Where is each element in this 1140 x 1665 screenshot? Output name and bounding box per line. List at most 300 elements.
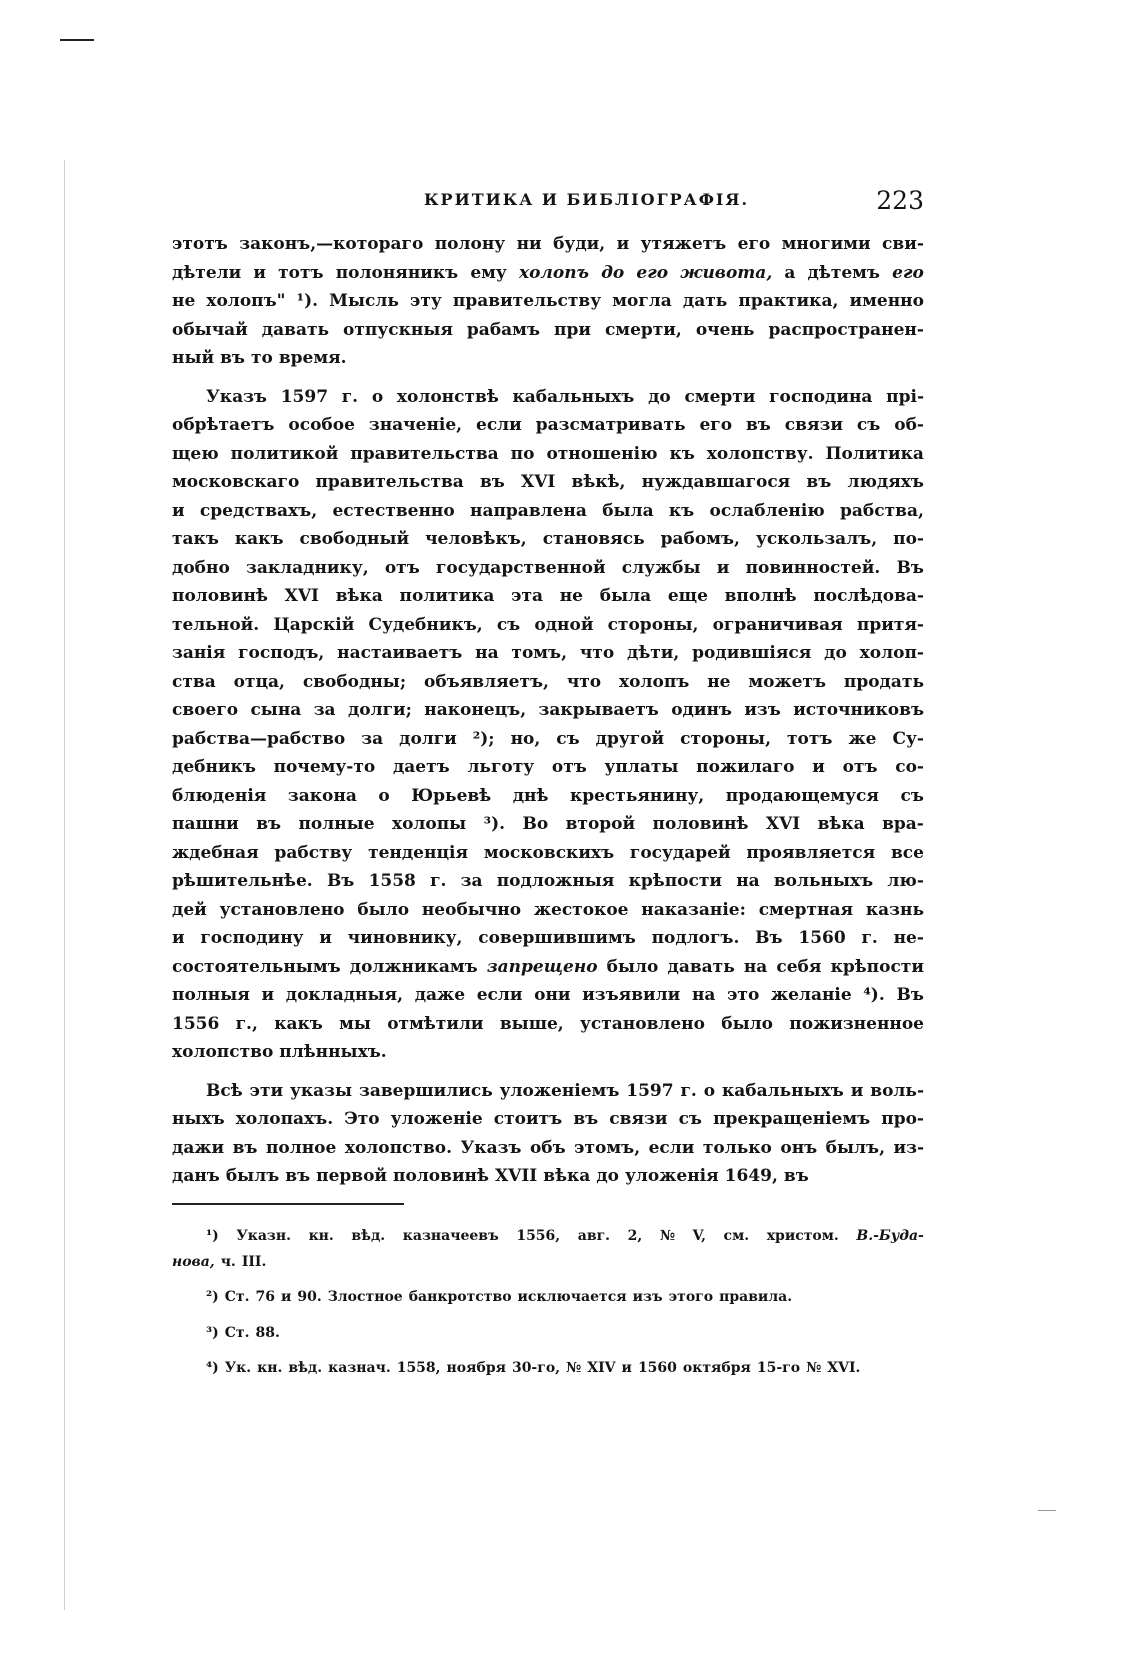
word: отца, (233, 671, 285, 692)
word: 15-го (756, 1360, 801, 1376)
word: тотъ (278, 262, 324, 283)
word: былъ, (825, 1137, 885, 1158)
word: Мысль (329, 291, 399, 311)
word: октября (682, 1360, 751, 1376)
word: было (606, 956, 659, 977)
word: разсматривать (535, 415, 686, 435)
word: выше, (499, 1013, 564, 1034)
text-line (172, 867, 924, 896)
word: и (319, 928, 332, 948)
word: на (736, 871, 760, 891)
text-line (172, 1105, 924, 1134)
word: 1560 (637, 1360, 677, 1376)
word: на (691, 985, 716, 1005)
word: даже (414, 985, 466, 1005)
word: добно (172, 557, 230, 578)
word: 1597 (280, 386, 329, 407)
word: рабства—рабство (172, 728, 346, 749)
word: этого (668, 1289, 714, 1305)
word: 1597 (626, 1080, 674, 1101)
word: 1649, (724, 1166, 778, 1186)
word: и (172, 500, 185, 521)
word: именно (849, 291, 924, 311)
word: къ (669, 443, 695, 464)
word: полону (434, 234, 506, 254)
word: какъ (274, 1013, 323, 1034)
word: а (784, 262, 796, 283)
word: ²); (472, 728, 495, 749)
word: господина (769, 386, 873, 407)
word: пожилаго (696, 757, 795, 777)
word: Ст. (224, 1289, 250, 1305)
word: не (559, 586, 583, 606)
word: то (250, 348, 273, 368)
word: съ (496, 614, 521, 635)
word: полные (298, 814, 375, 834)
word: закладнику, (246, 557, 369, 578)
word: днѣ (512, 785, 549, 806)
word: казнач. (328, 1360, 391, 1376)
word: XVI. (827, 1360, 861, 1376)
word: съ (556, 728, 580, 749)
word: состоятельнымъ (172, 956, 341, 977)
word: эти (249, 1080, 284, 1101)
word: Царскій (273, 614, 355, 635)
word: политика (399, 586, 495, 606)
word: этомъ, (574, 1137, 641, 1158)
word: наконецъ, (424, 700, 527, 720)
word: со- (895, 757, 924, 777)
word: крѣпости (628, 871, 722, 891)
word: правительству (452, 291, 602, 311)
word: о (371, 386, 384, 407)
text-line (172, 554, 924, 583)
word: правила. (719, 1289, 793, 1305)
text-line (172, 1077, 924, 1106)
word: за (313, 700, 336, 720)
word: 1560 (798, 928, 846, 948)
text-line (172, 839, 924, 868)
word: г. (680, 1080, 697, 1101)
word: ный (172, 348, 215, 368)
paragraph (172, 383, 924, 1067)
word: могла (612, 291, 672, 311)
text-line (172, 287, 924, 316)
text-line (172, 639, 924, 668)
word: не (707, 671, 731, 692)
word: запрещено (486, 956, 598, 977)
word: ч. (220, 1253, 236, 1270)
word: полное (265, 1137, 337, 1158)
word: если (476, 415, 522, 435)
word: смерти, (604, 319, 682, 340)
word: прекращеніемъ (713, 1109, 871, 1129)
word: В.-Буда- (856, 1228, 924, 1244)
word: буди, (553, 234, 606, 254)
word: Въ (326, 871, 355, 891)
word: естественно (332, 500, 455, 521)
word: блюденія (172, 785, 267, 806)
word: родившіяся (692, 643, 812, 663)
word: холонствѣ (396, 386, 499, 407)
word: о (378, 785, 390, 806)
word: V, (692, 1228, 706, 1244)
word: вѣд. (288, 1360, 323, 1376)
word: политикой (230, 443, 339, 464)
text-line (172, 725, 924, 754)
word: другой (595, 728, 665, 749)
word: одинъ (671, 700, 732, 720)
word: въ (232, 1137, 258, 1158)
word: давать (667, 956, 735, 977)
word: половинѣ (393, 1166, 489, 1186)
word: Указъ (460, 1137, 522, 1158)
word: Всѣ (206, 1080, 243, 1101)
text-line (172, 230, 924, 259)
word: 88. (255, 1324, 280, 1341)
word: III. (241, 1253, 267, 1270)
word: холопству. (706, 443, 814, 464)
word: авг. (577, 1228, 611, 1244)
word: холопъ (518, 262, 589, 283)
text-line (172, 1038, 924, 1067)
word: щею (172, 443, 219, 464)
word: Указъ (206, 386, 267, 407)
word: можетъ (748, 671, 827, 692)
word: закрываетъ (538, 700, 659, 720)
word: указы (290, 1080, 353, 1101)
word: за (460, 871, 483, 891)
word: до (648, 386, 671, 407)
word: казнь (865, 899, 924, 920)
word: рабамъ (466, 319, 540, 340)
word: 2, (627, 1228, 643, 1244)
word: человѣкъ, (425, 529, 527, 549)
word: было (357, 899, 410, 920)
word: и (261, 985, 275, 1005)
word: обычай (172, 319, 248, 340)
text-line (172, 1162, 924, 1191)
word: ³). (483, 814, 506, 834)
word: въ (220, 348, 245, 368)
word: долги (399, 728, 457, 749)
word: ⁴) (206, 1360, 219, 1376)
word: вѣка (335, 586, 383, 606)
word: господину (200, 928, 304, 948)
word: ⁴). (863, 985, 885, 1005)
word: про- (881, 1109, 924, 1129)
word: вѣка (817, 814, 865, 834)
word: его (892, 262, 924, 283)
word: ему (470, 262, 507, 283)
text-line (172, 953, 924, 982)
scan-edge-mark-right (1038, 1510, 1056, 1511)
word: Въ (896, 557, 924, 578)
word: № (806, 1360, 822, 1376)
word: г., (235, 1013, 258, 1034)
word: на (475, 643, 499, 663)
word: г. (861, 928, 878, 948)
word: христом. (766, 1228, 839, 1244)
text-line (172, 896, 924, 925)
text-line (172, 411, 924, 440)
word: рѣшительнѣе. (172, 871, 313, 891)
word: XIV (587, 1360, 616, 1376)
word: тенденція (368, 842, 469, 863)
word: ускользалъ, (755, 529, 878, 549)
text-line (172, 468, 924, 497)
word: установлено (580, 1013, 705, 1034)
word: службы (621, 557, 701, 578)
word: рабомъ, (660, 529, 740, 549)
word: и (621, 1360, 632, 1376)
word: при (554, 319, 591, 340)
word: второй (565, 814, 636, 834)
word: очень (695, 319, 755, 340)
word: господъ, (238, 643, 325, 663)
word: въ (806, 472, 832, 492)
word: XVI (284, 586, 320, 606)
word: ¹). (296, 291, 319, 311)
word: желаніе (770, 985, 852, 1005)
text-line (172, 753, 924, 782)
word: его (636, 262, 669, 283)
word: они (534, 985, 571, 1005)
word: былъ (225, 1166, 280, 1186)
word: отмѣтили (387, 1013, 484, 1034)
word: послѣдова- (813, 586, 924, 606)
word: людяхъ (847, 472, 924, 492)
word: и (850, 1080, 864, 1101)
word: Во (522, 814, 549, 834)
word: была (599, 586, 652, 606)
word: отпускныя (343, 319, 453, 340)
word: въ (256, 814, 282, 834)
footnote (172, 1224, 924, 1275)
word: ³) (206, 1324, 219, 1341)
word: какъ (234, 529, 284, 549)
word: до (824, 643, 847, 663)
word: № (566, 1360, 582, 1376)
text-line (172, 1224, 924, 1250)
paragraph (172, 1077, 924, 1191)
body-text (172, 230, 924, 1201)
word: было (721, 1013, 773, 1034)
word: живота, (680, 262, 773, 283)
word: его (737, 234, 771, 254)
word: значеніе, (368, 415, 463, 435)
word: стоитъ (493, 1109, 563, 1129)
word: свободный (299, 529, 410, 549)
text-line (172, 383, 924, 412)
word: утяжетъ (640, 234, 727, 254)
word: въ (573, 1109, 599, 1129)
word: изъ (632, 1289, 663, 1305)
word: московскаго (172, 472, 300, 492)
word: не (172, 291, 196, 311)
word: № (659, 1228, 676, 1244)
word: Ст. (224, 1324, 250, 1341)
word: средствахъ, (199, 500, 318, 521)
word: банкротство (408, 1289, 512, 1305)
word: уложеніемъ (499, 1080, 620, 1101)
word: г. (341, 386, 359, 407)
word: изъявили (582, 985, 681, 1005)
word: но, (510, 728, 541, 749)
word: была (602, 500, 654, 521)
word: дать (682, 291, 728, 311)
word: же (848, 728, 877, 749)
word: прі- (886, 386, 924, 407)
word: по- (893, 529, 924, 549)
word: къ (668, 500, 695, 521)
word: вѣд. (351, 1228, 386, 1244)
scan-edge-mark (60, 39, 94, 41)
word: и (812, 757, 825, 777)
word: государственной (435, 557, 606, 578)
word: подложныя (496, 871, 615, 891)
word: жестокое (533, 899, 629, 920)
text-line (172, 1134, 924, 1163)
word: себя (776, 956, 822, 977)
word: на (743, 956, 768, 977)
word: половинѣ (652, 814, 749, 834)
word: смерти (684, 386, 756, 407)
text-line (172, 1321, 924, 1347)
word: и (280, 1289, 292, 1305)
word: тельной. (172, 614, 260, 635)
word: если (648, 1137, 695, 1158)
text-line (172, 1010, 924, 1039)
word: 30-го, (511, 1360, 561, 1376)
word: пожизненное (789, 1013, 924, 1034)
word: направлена (470, 500, 587, 521)
word: полоняникъ (335, 262, 459, 283)
word: его (699, 415, 733, 435)
word: изъ (744, 700, 781, 720)
word: холопъ (619, 671, 690, 692)
word: Ук. (224, 1360, 252, 1376)
word: отъ (384, 557, 420, 578)
word: рабства, (840, 500, 924, 521)
word: завершились (358, 1080, 493, 1101)
word: 1558 (368, 871, 416, 891)
word: уложеніе (390, 1109, 483, 1129)
word: крестьянину, (569, 785, 705, 806)
word: вѣка (543, 1166, 591, 1186)
word: мы (339, 1013, 371, 1034)
word: до (601, 262, 625, 283)
word: лю- (887, 871, 924, 891)
footnote (172, 1321, 924, 1347)
word: настаиваетъ (337, 643, 463, 663)
footnote (172, 1285, 924, 1311)
word: тотъ (787, 728, 833, 749)
word: все (890, 842, 924, 863)
word: почему-то (273, 757, 376, 777)
word: отъ (551, 757, 587, 777)
word: 76 (255, 1289, 275, 1305)
word: продающемуся (725, 785, 879, 806)
word: см. (723, 1228, 750, 1244)
word: обрѣтаетъ (172, 415, 275, 435)
word: Это (344, 1109, 380, 1129)
word: необычно (421, 899, 522, 920)
text-line (172, 316, 924, 345)
word: и (253, 262, 266, 283)
word: долги; (347, 700, 412, 720)
word: о (703, 1080, 716, 1101)
word: правительства (315, 472, 464, 492)
word: особое (288, 415, 355, 435)
word: докладныя, (285, 985, 404, 1005)
text-line (172, 344, 924, 373)
word: совершившимъ (478, 928, 636, 948)
text-line (172, 1250, 924, 1276)
text-line (172, 611, 924, 640)
word: плѣнныхъ. (279, 1042, 387, 1062)
word: одной (534, 614, 594, 635)
word: съ (900, 785, 924, 806)
footnote (172, 1356, 924, 1382)
word: ослабленію (709, 500, 825, 521)
word: повинностей. (745, 557, 881, 578)
word: холопахъ. (235, 1109, 334, 1129)
text-line (172, 696, 924, 725)
word: съ (678, 1109, 702, 1129)
word: даетъ (392, 757, 450, 777)
word: становясь (542, 529, 645, 549)
word: половинѣ (172, 586, 268, 606)
word: давать (261, 319, 330, 340)
word: 1556, (516, 1228, 561, 1244)
word: кн. (308, 1228, 334, 1244)
text-line (172, 525, 924, 554)
word: Су- (892, 728, 924, 749)
page-number: 223 (876, 186, 924, 215)
word: Въ (896, 985, 924, 1005)
word: рабству (274, 842, 353, 863)
word: проявляется (746, 842, 876, 863)
word: вольныхъ (773, 871, 874, 891)
word: притя- (856, 614, 924, 635)
word: связи (609, 1109, 668, 1129)
word: стороны, (607, 614, 699, 635)
word: кабальныхъ (512, 386, 635, 407)
word: многими (781, 234, 871, 254)
word: правительства (350, 443, 499, 464)
word: въ (480, 472, 505, 492)
word: дѣти, (626, 643, 680, 663)
word: Въ (755, 928, 783, 948)
word: объ (529, 1137, 566, 1158)
word: этотъ (172, 234, 228, 254)
word: пашни (172, 814, 239, 834)
word: об- (894, 415, 924, 435)
word: исключается (517, 1289, 627, 1305)
word: эту (410, 291, 442, 311)
word: если (476, 985, 523, 1005)
text-line (172, 497, 924, 526)
word: что (579, 643, 615, 663)
text-line (172, 582, 924, 611)
word: законъ,—котораго (239, 234, 424, 254)
word: томъ, (511, 643, 568, 663)
word: московскихъ (483, 842, 615, 863)
word: практика, (738, 291, 839, 311)
word: уложенія (625, 1166, 719, 1186)
word: сына (250, 700, 302, 720)
